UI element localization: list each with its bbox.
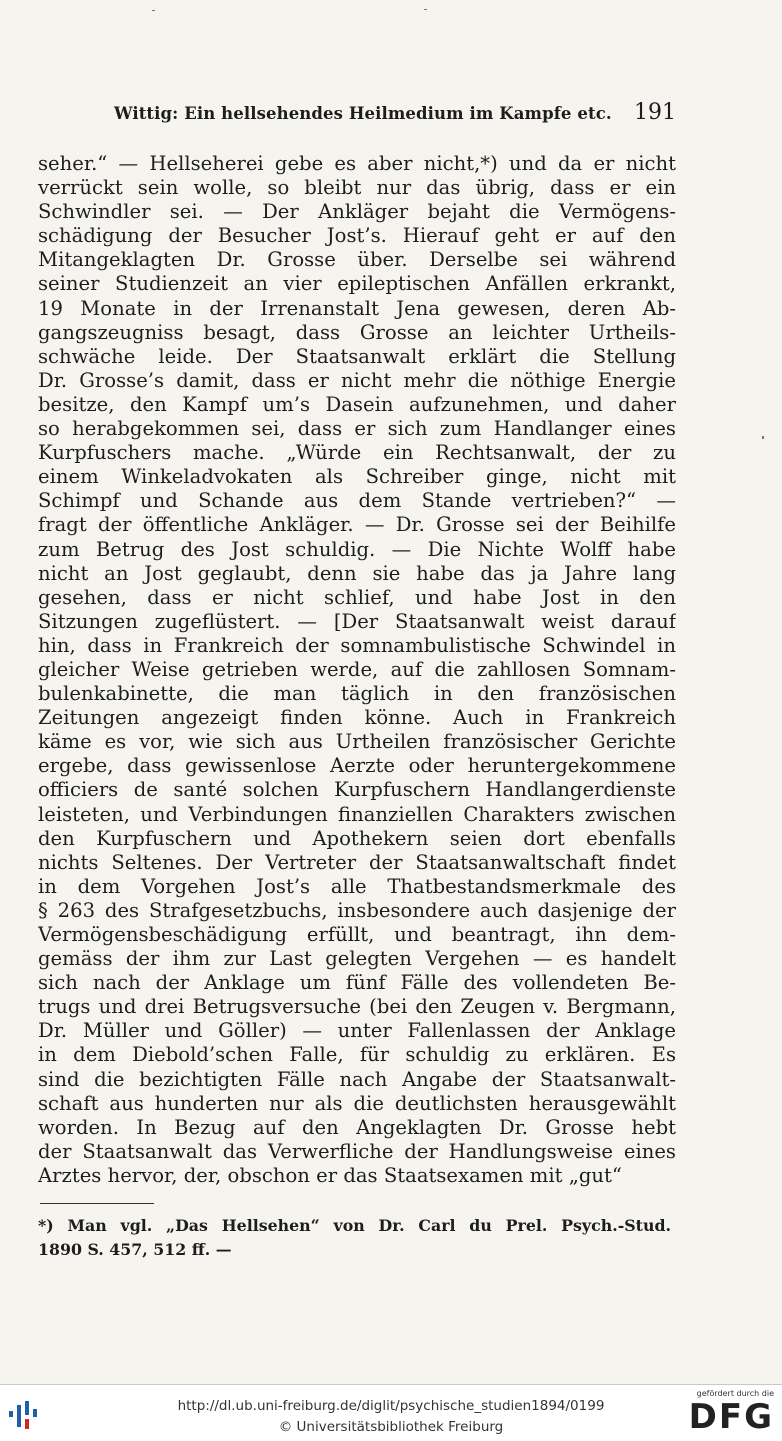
text-line: besitze, den Kampf um’s Dasein aufzunehmen, und daher [38, 392, 676, 416]
page-number: 191 [634, 100, 676, 125]
text-line: in dem Vorgehen Jost’s alle Thatbestandsmerkmale des [38, 874, 676, 898]
dfg-wordmark: DFG [688, 1397, 774, 1437]
text-line: der Staatsanwalt das Verwerfliche der Handlungsweise eines [38, 1139, 676, 1163]
footnote-rule [40, 1203, 154, 1204]
document-url[interactable]: http://dl.ub.uni-freiburg.de/diglit/psychische_studien1894/0199 [177, 1398, 605, 1414]
text-line: officiers de santé solchen Kurpfuschern Handlangerdienste [38, 778, 676, 802]
text-line: Sitzungen zugeflüstert. — [Der Staatsanwalt weist darauf [38, 609, 676, 633]
text-line: gesehen, dass er nicht schlief, und habe Jost in den [38, 585, 676, 609]
text-line: hin, dass in Frankreich der somnambulistische Schwindel in [38, 633, 676, 657]
text-line: Schwindler sei. — Der Ankläger bejaht die Vermögens- [38, 200, 676, 224]
text-line: Zeitungen angezeigt finden könne. Auch in Frankreich [38, 706, 676, 730]
page-header [40, 100, 676, 130]
text-line: bulenkabinette, die man täglich in den französischen [38, 682, 676, 706]
copyright-notice: © Universitätsbibliothek Freiburg [278, 1419, 504, 1435]
text-line: sind die bezichtigten Fälle nach Angabe der Staatsanwalt- [38, 1067, 676, 1091]
text-line: nichts Seltenes. Der Vertreter der Staatsanwaltschaft findet [38, 850, 676, 874]
text-line: 19 Monate in der Irrenanstalt Jena gewesen, deren Ab- [38, 296, 676, 320]
body-text [38, 152, 676, 1188]
scan-speck [152, 10, 155, 11]
text-line: schädigung der Besucher Jost’s. Hierauf geht er auf den [38, 224, 676, 248]
scan-speck [424, 9, 427, 10]
text-line: gangszeugniss besagt, dass Grosse an leichter Urtheils- [38, 320, 676, 344]
text-line: worden. In Bezug auf den Angeklagten Dr. Grosse hebt [38, 1115, 676, 1139]
text-line: Dr. Müller und Göller) — unter Fallenlassen der Anklage [38, 1019, 676, 1043]
text-line: nicht an Jost geglaubt, denn sie habe das ja Jahre lang [38, 561, 676, 585]
text-line: sich nach der Anklage um fünf Fälle des vollendeten Be- [38, 971, 676, 995]
text-line: Arztes hervor, der, obschon er das Staatsexamen mit „gut“ [38, 1163, 622, 1187]
text-line: Schimpf und Schande aus dem Stande vertrieben?“ — [38, 489, 676, 513]
text-line: verrückt sein wolle, so bleibt nur das übrig, dass er ein [38, 176, 676, 200]
text-line: so herabgekommen sei, dass er sich zum Handlanger eines [38, 417, 676, 441]
scan-speck [762, 436, 764, 439]
dfg-caption: gefördert durch die [696, 1389, 774, 1398]
text-line: zum Betrug des Jost schuldig. — Die Nichte Wolff habe [38, 537, 676, 561]
text-line: gemäss der ihm zur Last gelegten Vergehen — es handelt [38, 947, 676, 971]
text-line: ergebe, dass gewissenlose Aerzte oder heruntergekommene [38, 754, 676, 778]
text-line: schwäche leide. Der Staatsanwalt erklärt die Stellung [38, 344, 676, 368]
text-line: fragt der öffentliche Ankläger. — Dr. Grosse sei der Beihilfe [38, 513, 676, 537]
text-line: Vermögensbeschädigung erfüllt, und beantragt, ihn dem- [38, 923, 676, 946]
text-line: käme es vor, wie sich aus Urtheilen französischer Gerichte [38, 730, 676, 754]
text-line: § 263 des Strafgesetzbuchs, insbesondere auch dasjenige der [38, 898, 676, 922]
text-line: gleicher Weise getrieben werde, auf die zahllosen Somnam- [38, 657, 676, 681]
text-line: schaft aus hunderten nur als die deutlichsten herausgewählt [38, 1091, 676, 1115]
text-line: einem Winkeladvokaten als Schreiber ginge, nicht mit [38, 465, 676, 489]
text-line: in dem Diebold’schen Falle, für schuldig zu erklären. Es [38, 1043, 676, 1067]
text-line: den Kurpfuschern und Apothekern seien dort ebenfalls [38, 826, 676, 850]
text-line: Dr. Grosse’s damit, dass er nicht mehr die nöthige Energie [38, 368, 676, 392]
footnote-line: 1890 S. 457, 512 ff. — [38, 1240, 232, 1259]
text-line: leisteten, und Verbindungen finanziellen Charakters zwischen [38, 802, 676, 826]
dfg-logo[interactable] [690, 1389, 774, 1437]
text-line: Mitangeklagten Dr. Grosse über. Derselbe sei während [38, 248, 676, 272]
viewer-footer [0, 1384, 782, 1441]
footnote [38, 1214, 671, 1262]
text-line: seher.“ — Hellseherei gebe es aber nicht,*) und da er nicht [38, 152, 676, 175]
footnote-line: *) Man vgl. „Das Hellsehen“ von Dr. Carl du Prel. Psych.-Stud. [38, 1216, 671, 1235]
text-line: Kurpfuschers mache. „Würde ein Rechtsanwalt, der zu [38, 441, 676, 465]
text-line: trugs und drei Betrugsversuche (bei den Zeugen v. Bergmann, [38, 995, 676, 1019]
text-line: seiner Studienzeit an vier epileptischen Anfällen erkrankt, [38, 272, 676, 296]
running-title: Wittig: Ein hellsehendes Heilmedium im Kampfe etc. [114, 104, 612, 123]
